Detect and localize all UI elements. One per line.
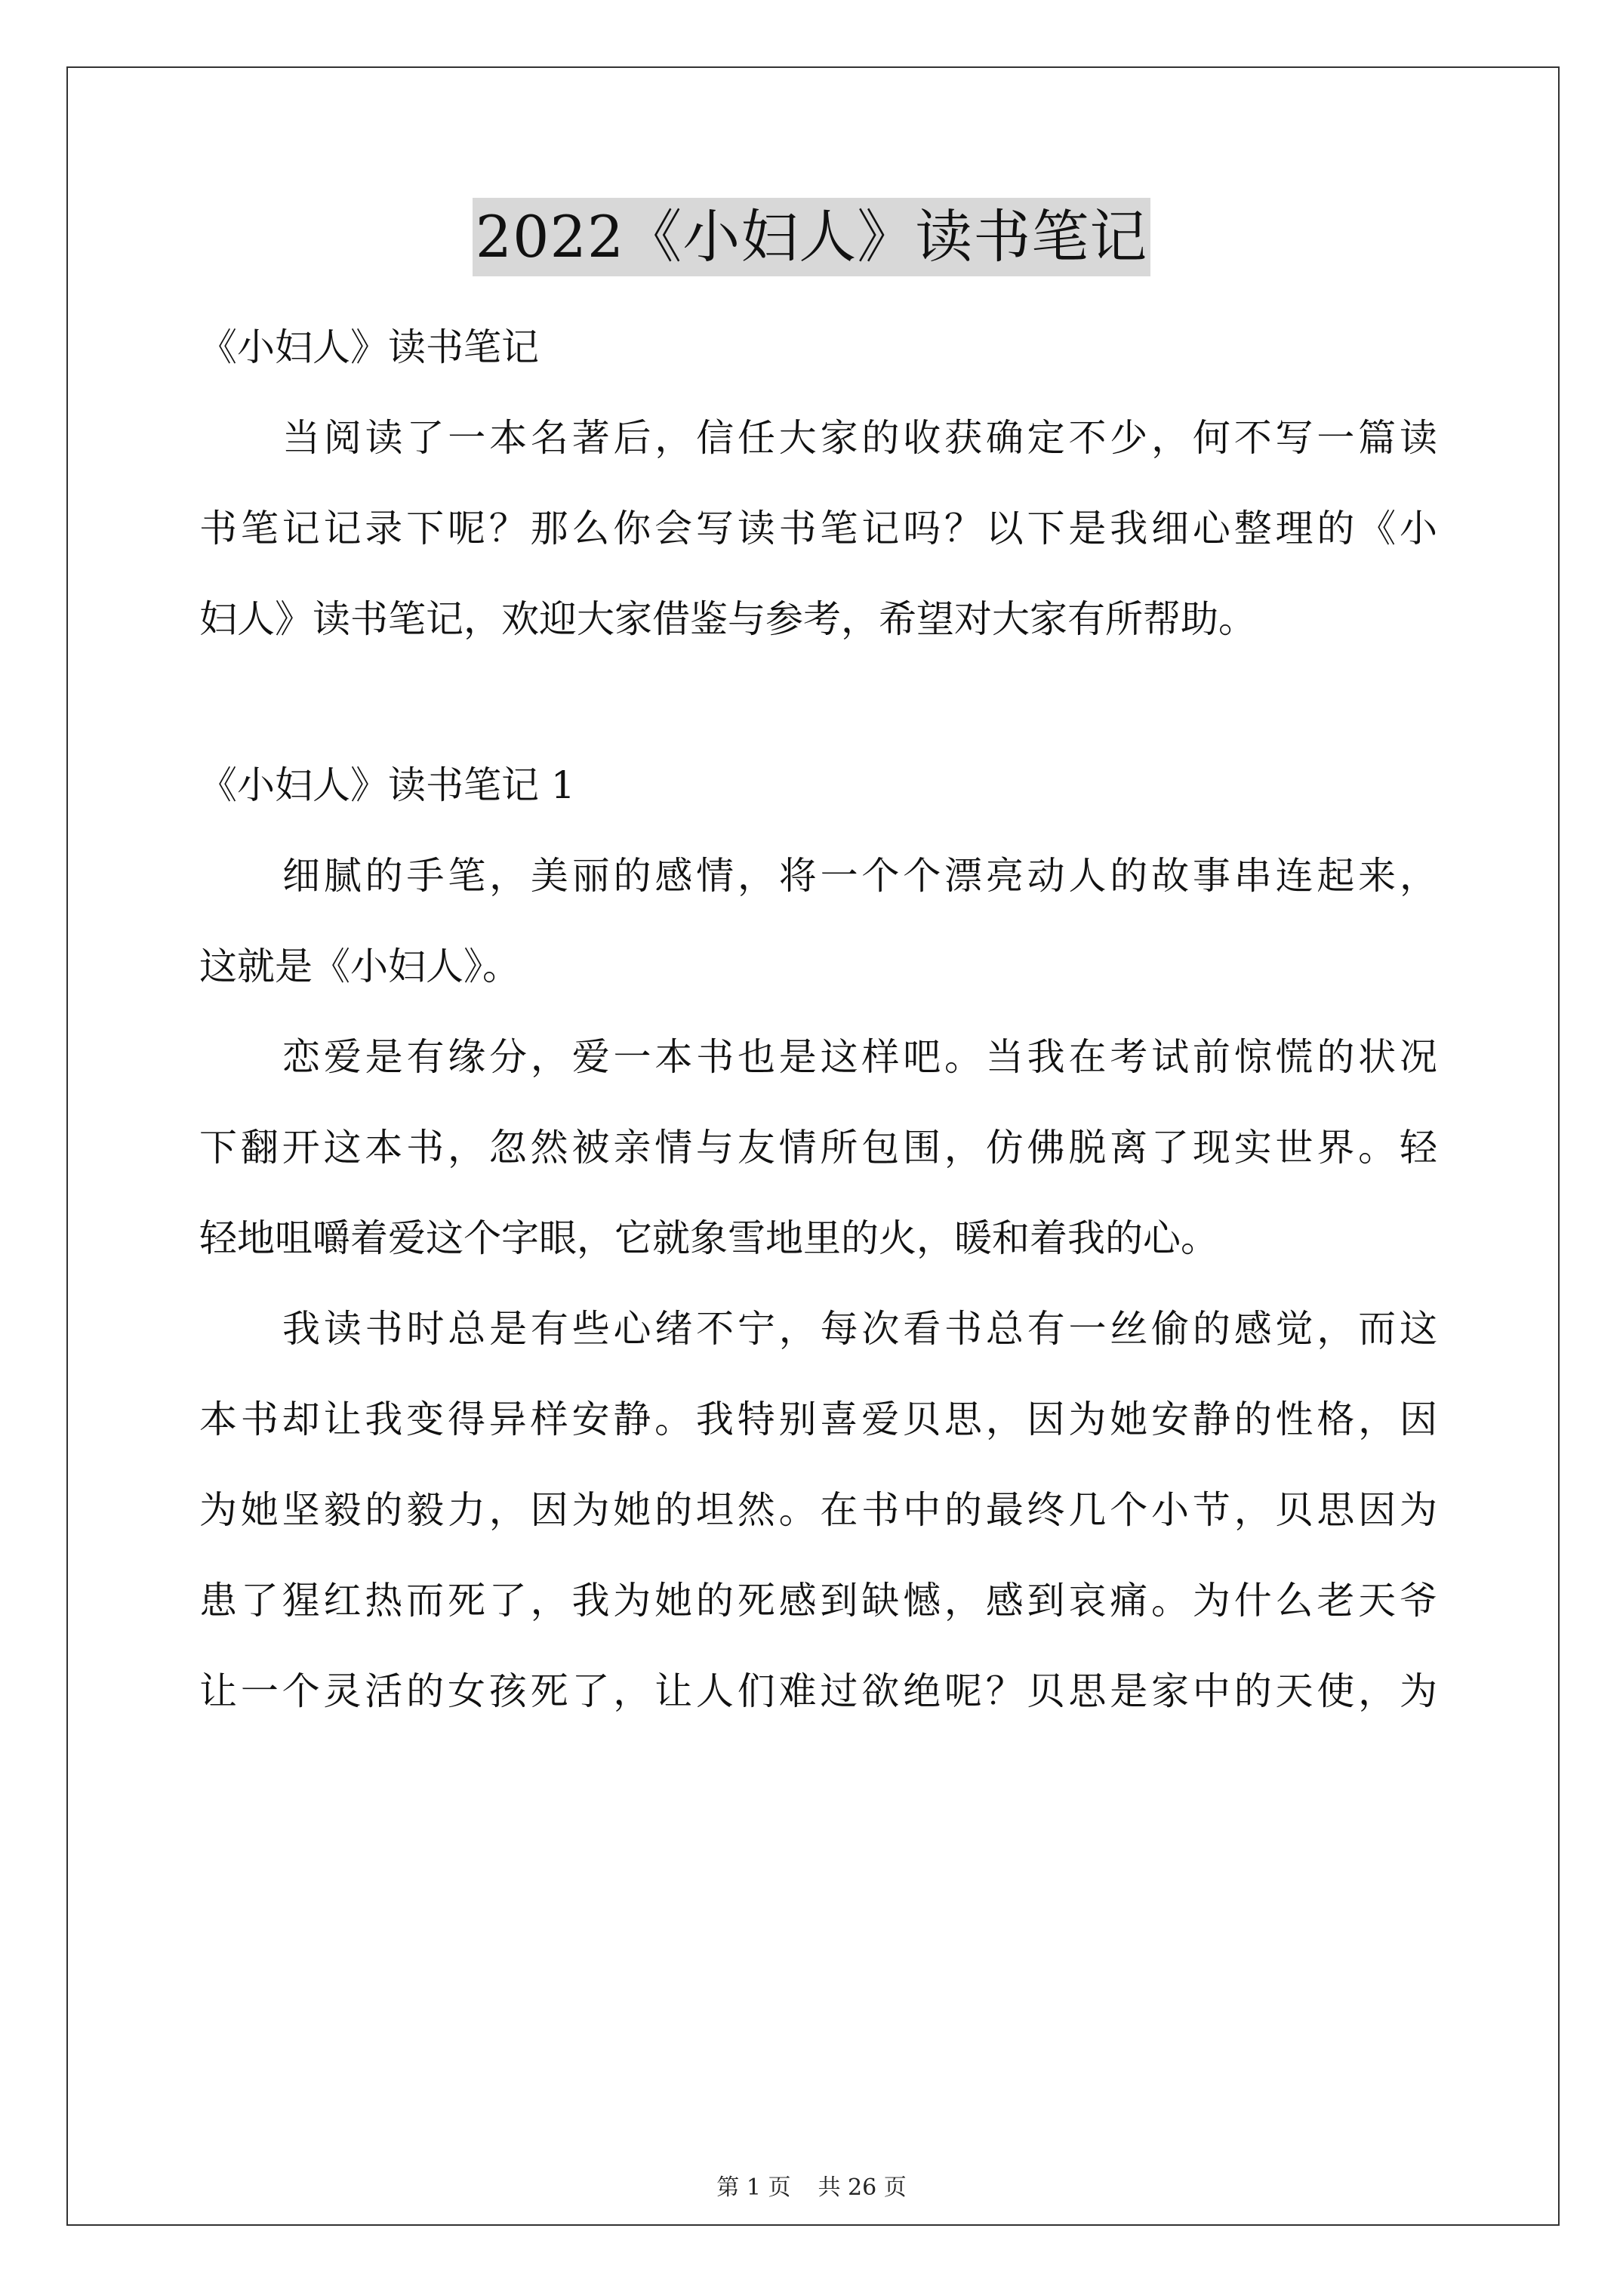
title-container	[0, 198, 1623, 276]
document-subtitle: 《小妇人》读书笔记	[199, 325, 539, 369]
paragraph-line: 这就是《小妇人》。	[199, 945, 520, 988]
page-number: 第 1 页	[716, 2174, 791, 2201]
paragraph-line: 下翻开这本书，忽然被亲情与友情所包围，仿佛脱离了现实世界。轻	[199, 1126, 1437, 1170]
paragraph-line: 本书却让我变得异样安静。我特别喜爱贝思，因为她安静的性格，因	[199, 1398, 1437, 1441]
intro-line: 妇人》读书笔记，欢迎大家借鉴与参考，希望对大家有所帮助。	[199, 597, 1256, 641]
paragraph-line: 细腻的手笔，美丽的感情，将一个个漂亮动人的故事串连起来，	[282, 854, 1437, 898]
page-footer	[0, 2168, 1623, 2202]
paragraph-line: 让一个灵活的女孩死了，让人们难过欲绝呢？贝思是家中的天使，为	[199, 1669, 1437, 1713]
intro-line: 书笔记记录下呢？那么你会写读书笔记吗？以下是我细心整理的《小	[199, 507, 1437, 550]
paragraph-line: 为她坚毅的毅力，因为她的坦然。在书中的最终几个小节，贝思因为	[199, 1488, 1437, 1532]
document-body	[199, 302, 1437, 1737]
paragraph-line: 恋爱是有缘分，爱一本书也是这样吧。当我在考试前惊慌的状况	[282, 1035, 1437, 1079]
paragraph-line: 轻地咀嚼着爱这个字眼，它就象雪地里的火，暖和着我的心。	[199, 1216, 1218, 1260]
page-total: 共 26 页	[818, 2174, 907, 2201]
paragraph-line: 我读书时总是有些心绪不宁，每次看书总有一丝偷的感觉，而这	[282, 1307, 1437, 1351]
intro-line: 当阅读了一本名著后，信任大家的收获确定不少，何不写一篇读	[282, 416, 1437, 460]
document-title: 2022《小妇人》读书笔记	[473, 198, 1150, 276]
section-gap	[199, 664, 1437, 740]
paragraph-line: 患了猩红热而死了，我为她的死感到缺憾，感到哀痛。为什么老天爷	[199, 1579, 1437, 1623]
section-heading: 《小妇人》读书笔记 1	[199, 763, 575, 807]
